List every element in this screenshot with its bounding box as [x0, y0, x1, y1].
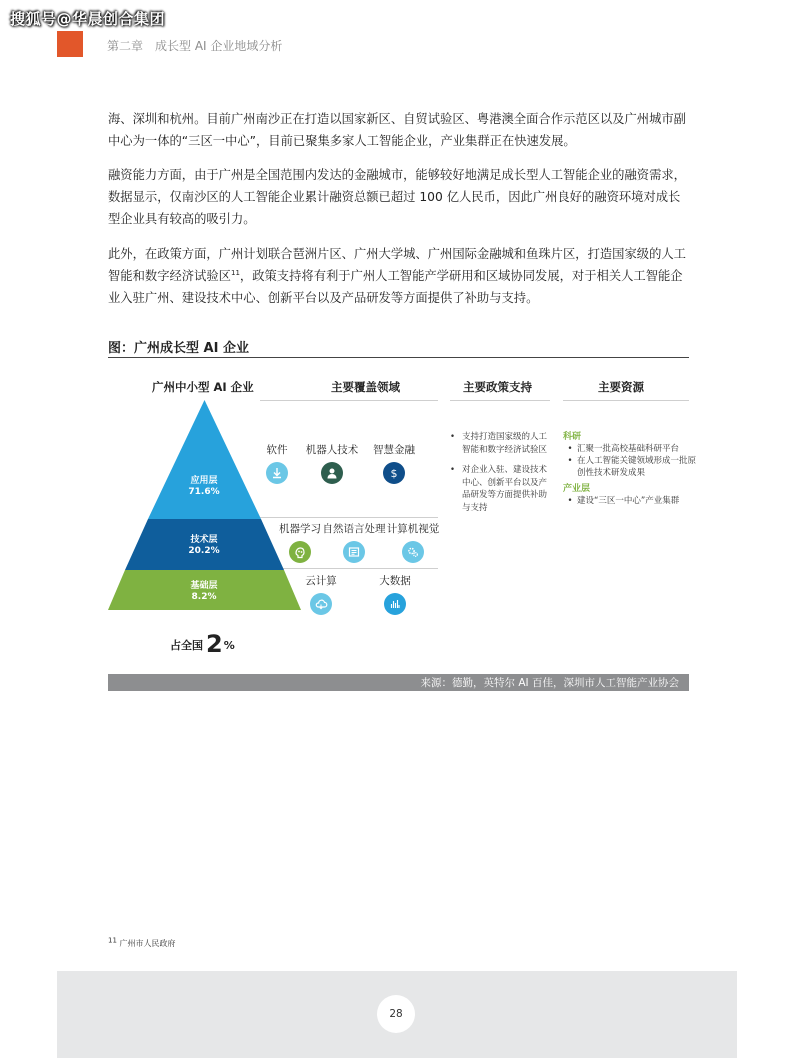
domain-big-data: 大数据 — [355, 573, 435, 615]
layer-label-application — [164, 476, 244, 498]
layer-share: 71.6% — [188, 487, 220, 497]
source-bar — [108, 674, 689, 691]
divider-policy — [450, 400, 550, 401]
page-number: 28 — [377, 995, 415, 1033]
domain-nlp: 自然语言处理 — [314, 521, 394, 563]
layer-name: 技术层 — [190, 535, 218, 545]
resource-item: • 建设“三区一中心”产业集群 — [567, 496, 680, 506]
policy-item: • 对企业入驻、建设技术中心、创新平台以及产品研发等方面提供补助与支持 — [450, 465, 548, 513]
layer-name: 应用层 — [190, 476, 218, 486]
col-header-domains: 主要覆盖领域 — [331, 380, 400, 394]
footnote-ref[interactable]: 11 — [230, 268, 240, 277]
paragraph-3 — [108, 243, 690, 309]
svg-text:$: $ — [390, 467, 398, 480]
bar-chart-icon — [384, 593, 406, 615]
policy-item: • 支持打造国家级的人工智能和数字经济试验区 — [450, 432, 548, 455]
resource-list — [563, 431, 698, 507]
layer-name: 基础层 — [190, 581, 218, 591]
domain-computer-vision: 计算机视觉 — [373, 521, 453, 563]
domain-robotics: 机器人技术 — [292, 442, 372, 484]
resource-item: • 汇聚一批高校基础科研平台 — [567, 444, 680, 454]
layer-label-technology — [164, 535, 244, 557]
chapter-title: 第二章 成长型 AI 企业地域分析 — [107, 39, 283, 53]
national-share — [170, 630, 235, 658]
document-icon — [343, 541, 365, 563]
watermark: 搜狐号@华晨创合集团 — [10, 10, 166, 28]
dollar-icon — [383, 462, 405, 484]
pyramid-chart — [108, 400, 301, 610]
paragraph-3-part-b: ，政策支持将有利于广州人工智能产学研用和区域协同发展，对于相关人工智能企业入驻广州、建设技术中心、创新平台以及产品研发等方面提供了补助与支持。 — [108, 269, 683, 305]
resource-heading-industry: 产业层 — [563, 484, 591, 494]
resource-heading-research: 科研 — [563, 432, 582, 442]
layer-share: 8.2% — [191, 592, 217, 602]
paragraph-2: 融资能力方面，由于广州是全国范围内发达的金融城市，能够较好地满足成长型人工智能企业的融资需求，数据显示，仅南沙区的人工智能企业累计融资总额已超过 100 亿人民币，因此广州良好的融资环境对成长型企业具有较高的吸引力。 — [108, 168, 686, 226]
paragraph-3-part-a: 此外，在政策方面，广州计划联合琶洲片区、广州大学城、广州国际金融城和鱼珠片区，打造国家级的人工智能和数字经济试验区 — [108, 247, 686, 283]
figure-title-rule — [108, 357, 689, 358]
robot-icon — [321, 462, 343, 484]
domain-machine-learning: 机器学习 — [260, 521, 340, 563]
col-header-resources: 主要资源 — [598, 380, 644, 394]
figure-title: 图：广州成长型 AI 企业 — [108, 341, 249, 356]
brain-icon — [289, 541, 311, 563]
share-unit: % — [223, 639, 235, 652]
col-header-policy: 主要政策支持 — [463, 380, 532, 394]
resource-item: • 在人工智能关键领域形成一批原创性技术研发成果 — [567, 456, 697, 478]
policy-list — [450, 431, 550, 522]
domain-smart-finance: 智慧金融 $ — [354, 442, 434, 484]
chapter-marker — [57, 31, 83, 57]
col-header-enterprises: 广州中小型 AI 企业 — [152, 380, 254, 394]
divider-resources — [563, 400, 689, 401]
layer-label-foundation — [164, 581, 244, 603]
share-value: 2 — [206, 630, 223, 658]
footnote — [108, 938, 175, 949]
layer-share: 20.2% — [188, 546, 220, 556]
download-icon — [266, 462, 288, 484]
gears-icon — [402, 541, 424, 563]
share-prefix: 占全国 — [170, 639, 203, 652]
domain-cloud-computing: 云计算 — [281, 573, 361, 615]
domain-software: 软件 — [237, 442, 317, 484]
cloud-icon — [310, 593, 332, 615]
footnote-mark: 11 — [108, 936, 117, 945]
paragraph-1: 海、深圳和杭州。目前广州南沙正在打造以国家新区、自贸试验区、粤港澳全面合作示范区以及广州城市副中心为一体的“三区一中心”，目前已聚集多家人工智能企业，产业集群正在快速发展。 — [108, 112, 686, 148]
footnote-text: 广州市人民政府 — [119, 939, 176, 948]
source-text: 来源：德勤，英特尔 AI 百佳，深圳市人工智能产业协会 — [420, 677, 679, 689]
